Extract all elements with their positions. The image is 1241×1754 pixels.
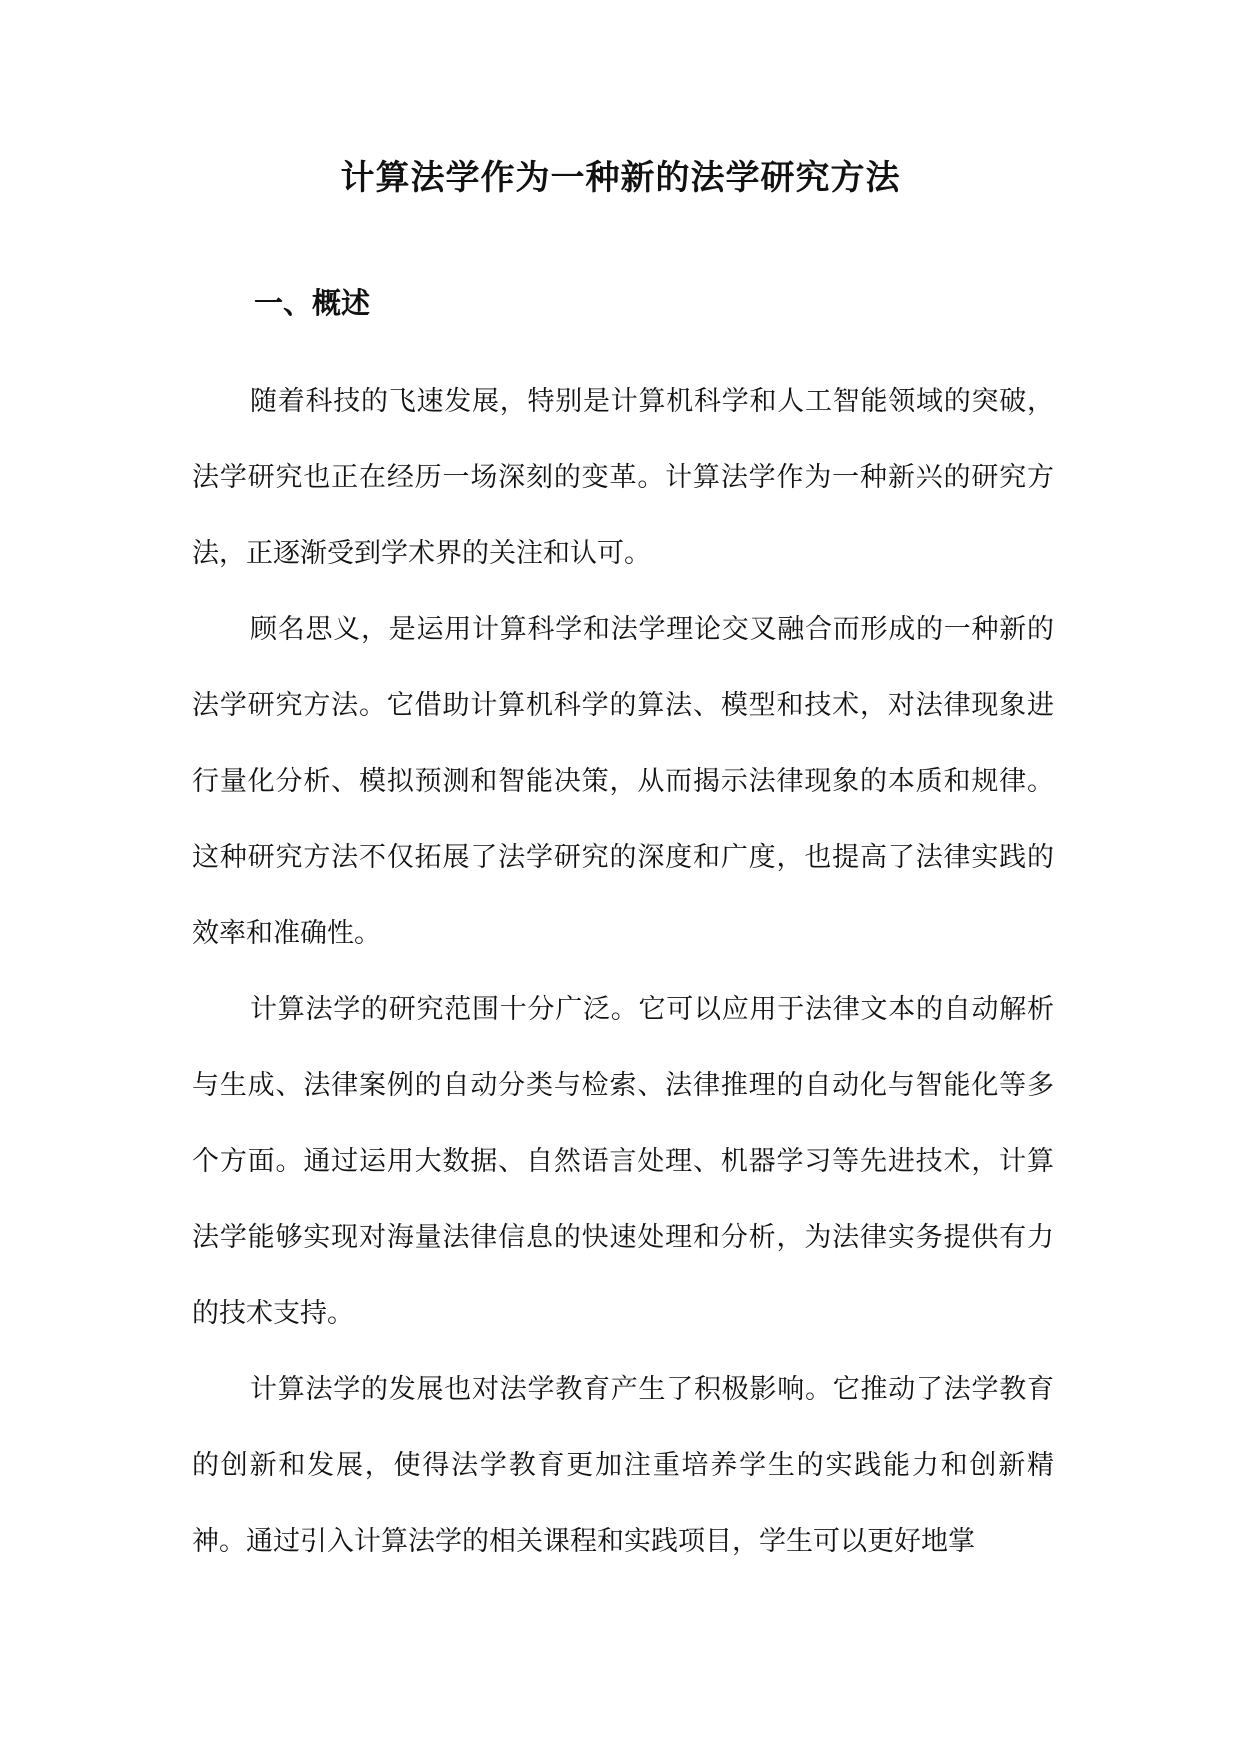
document-title: 计算法学作为一种新的法学研究方法 [340,158,901,198]
paragraph-3: 计算法学的研究范围十分广泛。它可以应用于法律文本的自动解析与生成、法律案例的自动分类与检索、法律推理的自动化与智能化等多个方面。通过运用大数据、自然语言处理、机器学习等先进技术，计算法学能够实现对海量法律信息的快速处理和分析，为法律实务提供有力的技术支持。 [192,994,1054,1329]
section-heading: 一、概述 [254,286,371,320]
paragraph-2: 顾名思义，是运用计算科学和法学理论交叉融合而形成的一种新的法学研究方法。它借助计算机科学的算法、模型和技术，对法律现象进行量化分析、模拟预测和智能决策，从而揭示法律现象的本质和规律。这种研究方法不仅拓展了法学研究的深度和广度，也提高了法律实践的效率和准确性。 [192,614,1054,949]
section-body [192,364,1054,1580]
paragraph-4: 计算法学的发展也对法学教育产生了积极影响。它推动了法学教育的创新和发展，使得法学教育更加注重培养学生的实践能力和创新精神。通过引入计算法学的相关课程和实践项目，学生可以更好地掌 [192,1374,1054,1557]
paragraph-1: 随着科技的飞速发展，特别是计算机科学和人工智能领域的突破，法学研究也正在经历一场深刻的变革。计算法学作为一种新兴的研究方法，正逐渐受到学术界的关注和认可。 [192,386,1054,569]
